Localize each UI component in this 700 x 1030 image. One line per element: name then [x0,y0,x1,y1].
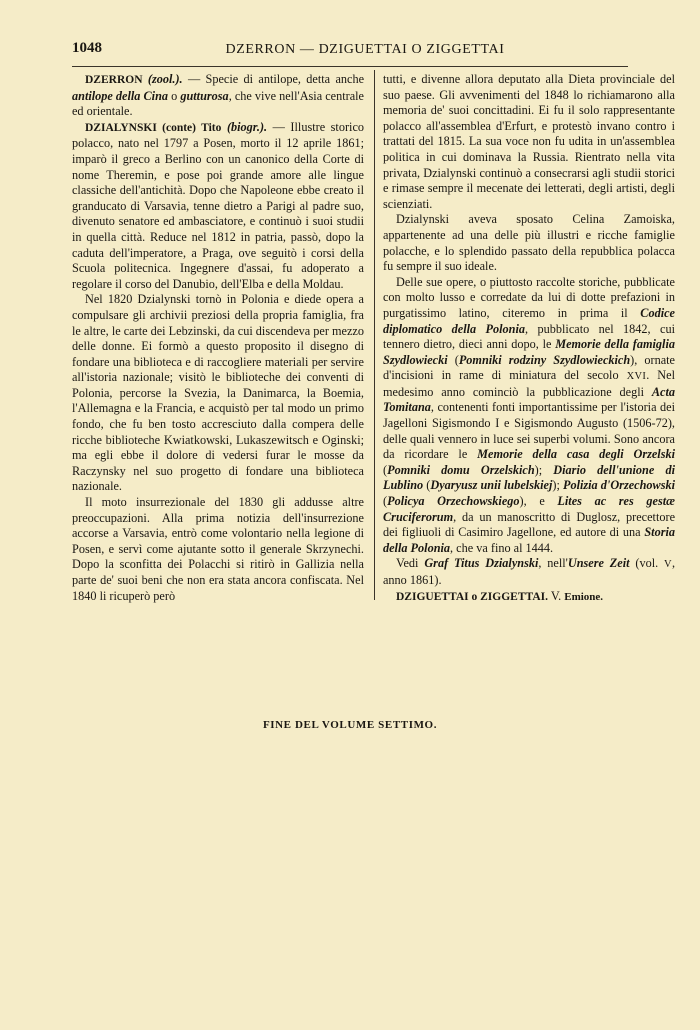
page-number: 1048 [72,40,102,56]
paragraph-reference: Vedi Graf Titus Dzialynski, nell'Unsere Zeit (vol. V, anno 1861). [383,556,675,587]
header-rule [72,66,628,67]
entry-tag: (biogr.). [226,119,268,134]
column-divider [374,70,375,600]
paragraph-works: Delle sue opere, o piuttosto raccolte storiche, pubblicate con molto lusso e corredate da lui di dotte prefazioni in purgatissimo latino, citeremo in prima il Codice diplomatico della Polonia, pubblicato nel 1842, cui tennero dietro, dieci anni dopo, le Memorie della famiglia Szydlowiecki (Pomniki rodziny Szydlowieckich), ornate d'incisioni in rame di miniatura del secolo XVI. Nel medesimo anno cominciò la pubblicazione degli Acta Tomitana, contenenti fonti importantissime per l'istoria dei Jagelloni Sigismondo I e Sigismondo Augusto (1506-72), delle quali vennero in luce sei superbi volumi. Sono ancora da ricordare le Memorie della casa degli Orzelski (Pomniki domu Orzelskich); Diario dell'unione di Lublino (Dyaryusz unii lubelskiej); Polizia d'Orzechowski (Policya Orzechowskiego), e Lites ac res gestæ Cruciferorum, da un manoscritto di Duglosz, precettore dei figliuoli di Casimiro Jagellone, ed autore di una Storia della Polonia, che va fino al 1444. [383,274,675,555]
entry-tag: (zool.). [147,72,183,86]
paragraph: Dzialynski aveva sposato Celina Zamoiska, appartenente ad una delle più illustri e ricche famiglie polacche, e lo splendido passato della repubblica polacca fu sempre il suo ideale. [383,212,675,274]
end-of-volume-note: FINE DEL VOLUME SETTIMO. [262,719,438,731]
entry-headword: DZIALYNSKI (conte) Tito [85,121,222,134]
entry-dzerron: DZERRON (zool.). — Specie di antilope, detta anche antilope della Cina o gutturosa, che vive nell'Asia centrale ed orientale. [72,72,365,119]
entry-headword: DZIGUETTAI o ZIGGETTAI. [396,590,548,603]
left-column [72,72,364,604]
entry-headword: DZERRON [85,74,143,86]
cross-reference: Emione. [564,590,604,603]
entry-dziguettai: DZIGUETTAI o ZIGGETTAI. V. Emione. [396,588,604,603]
right-column [383,72,675,605]
paragraph: Il moto insurrezionale del 1830 gli addusse altre preoccupazioni. Alla prima notizia dell'insurrezione accorse a Varsavia, entrò come volontario nella legione di Posen, e servì come ajutante sotto il generale Skrzynechi. Dopo la sconfitta dei Polacchi si ritirò in Gallizia nella parte de' suoi beni che non era stata ancora confiscata. Nel 1840 li ricuperò però [72,495,364,603]
running-title: DZERRON — DZIGUETTAI O ZIGGETTAI [225,42,505,57]
paragraph: tutti, e divenne allora deputato alla Dieta provinciale del suo paese. Gli avvenimenti del 1848 lo richiamarono alla memoria de' suoi concittadini. Ei fu il solo rappresentante polacco all'assemblea d'Erfurt, e protestò invano contro i trattati del 1815. La sua voce non fu udita in un'assemblea politica in cui dominava la Russia. Rientrato nella vita privata, Dzialynski continuò a consecrarsi agli studii storici e rimase sempre il mecenate dei letterati, degli artisti, degli scienziati. [383,72,675,211]
page-header [72,40,628,66]
paragraph: Nel 1820 Dzialynski tornò in Polonia e diede opera a compulsare gli archivii preziosi della propria famiglia, fra le altre, le carte dei Lebzinski, da cui discendeva per mezzo delle donne. Ei formò a questo proposito il disegno di fondare una biblioteca e di raccogliere materiali per servire all'istoria nazionale; visitò le biblioteche dei conventi di Polonia, percorse la Svezia, la Danimarca, la Boemia, l'Allemagna e la Francia, e acquistò per tal modo un primo fondo, che fu ben tosto accresciuto dalla compera delle ricche biblioteche Kwiatkowski, Lukaszewitsch e Oginski; ma egli ebbe il dolore di vedersi furar le mosse da Raczynsky nel suo progetto di fondare una biblioteca nazionale. [72,292,364,494]
entry-dzialynski [72,120,364,293]
entry-text: — Illustre storico polacco, nato nel 1797 a Posen, morto il 12 aprile 1861; imparò il greco a Berlino con un canonico della Corte di nome Theremin, e pose poi grande amore alle lingue classiche dell'antichità. Dopo che Napoleone ebbe creato il granducato di Varsavia, tenne dietro a Parigi al padre suo, divenuto senatore ed ambasciatore, e continuò i suoi studii in quella città. Reduce nel 1812 in patria, passò, dopo la caduta dell'imperatore, a Praga, ove seguitò i corsi della Scuola politecnica. Ingegnere d'assai, fu adoperato a regolare il corso del Danubio, dell'Elba e della Moldau. [72,119,365,291]
